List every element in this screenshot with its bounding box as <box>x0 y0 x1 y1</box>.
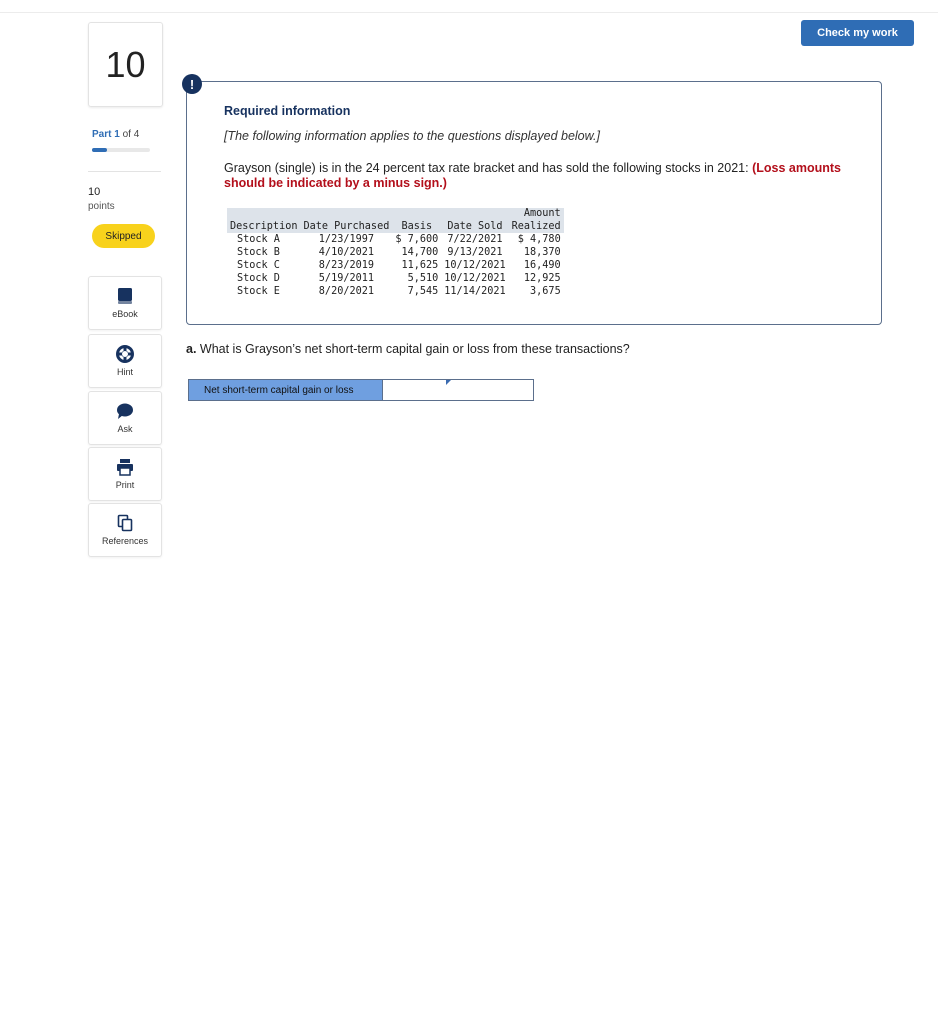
header-description: Description <box>227 208 300 233</box>
print-button[interactable] <box>88 447 162 501</box>
cell-description: Stock C <box>237 260 280 271</box>
cell-date-sold: 10/12/2021 <box>444 260 506 271</box>
part-progress-bar <box>92 148 150 152</box>
points-value: 10 <box>88 186 101 198</box>
header-realized: Realized <box>511 220 561 232</box>
table-row <box>227 285 564 298</box>
cell-basis: $ 7,600 <box>395 234 439 245</box>
required-info-main-text: Grayson (single) is in the 24 percent tax rate bracket and has sold the following stocks in 2021: <box>224 161 753 175</box>
part-progress-fill <box>92 148 107 152</box>
lifebuoy-icon <box>116 345 134 363</box>
ask-button[interactable] <box>88 391 162 445</box>
table-row <box>227 272 564 285</box>
cell-basis: 7,545 <box>407 286 439 297</box>
ask-label: Ask <box>117 424 133 434</box>
cell-date-purchased: 4/10/2021 <box>318 247 374 258</box>
part-indicator <box>92 129 139 140</box>
references-label: References <box>101 536 149 546</box>
alert-icon: ! <box>182 74 202 94</box>
question-number: 10 <box>105 43 146 85</box>
cell-description: Stock B <box>237 247 280 258</box>
book-icon <box>117 287 133 305</box>
cell-amount-realized: 3,675 <box>530 286 561 297</box>
cell-description: Stock E <box>237 286 280 297</box>
header-basis: Basis <box>392 208 441 233</box>
part-current: Part 1 <box>92 129 120 140</box>
cell-description: Stock D <box>237 273 280 284</box>
points-label: points <box>88 201 115 212</box>
cell-amount-realized: 18,370 <box>523 247 561 258</box>
cell-corner-marker <box>446 380 451 385</box>
header-amount: Amount <box>523 208 561 219</box>
cell-date-sold: 11/14/2021 <box>444 286 506 297</box>
answer-row <box>188 379 534 401</box>
table-row <box>227 259 564 272</box>
header-date-sold: Date Sold <box>441 208 508 233</box>
required-info-note: [The following information applies to the questions displayed below.] <box>224 129 600 143</box>
question-text <box>186 342 630 356</box>
printer-icon <box>116 458 134 476</box>
cell-date-purchased: 1/23/1997 <box>318 234 374 245</box>
table-header-row <box>227 208 564 233</box>
sidebar-divider <box>88 171 161 172</box>
references-button[interactable] <box>88 503 162 557</box>
loss-instruction: (Loss amounts should be indicated by a minus sign.) <box>224 161 841 190</box>
required-info-text <box>224 161 864 191</box>
print-label: Print <box>115 480 135 490</box>
check-my-work-button[interactable]: Check my work <box>801 20 914 46</box>
table-row <box>227 246 564 259</box>
cell-basis: 11,625 <box>401 260 439 271</box>
stock-sales-table <box>227 208 564 298</box>
cell-date-purchased: 5/19/2011 <box>318 273 374 284</box>
cell-amount-realized: 12,925 <box>523 273 561 284</box>
table-row <box>227 233 564 246</box>
ebook-button[interactable] <box>88 276 162 330</box>
hint-button[interactable] <box>88 334 162 388</box>
answer-label: Net short-term capital gain or loss <box>189 380 382 400</box>
top-divider <box>0 12 938 13</box>
header-date-purchased: Date Purchased <box>300 208 392 233</box>
cell-amount-realized: $ 4,780 <box>517 234 561 245</box>
required-info-title: Required information <box>224 104 351 118</box>
cell-date-sold: 9/13/2021 <box>447 247 503 258</box>
question-body: What is Grayson’s net short-term capital gain or loss from these transactions? <box>196 342 630 356</box>
copy-pages-icon <box>117 514 133 532</box>
status-badge: Skipped <box>92 224 155 248</box>
cell-basis: 5,510 <box>407 273 439 284</box>
cell-amount-realized: 16,490 <box>523 260 561 271</box>
cell-date-sold: 10/12/2021 <box>444 273 506 284</box>
cell-date-purchased: 8/20/2021 <box>318 286 374 297</box>
cell-date-purchased: 8/23/2019 <box>318 260 374 271</box>
cell-basis: 14,700 <box>401 247 439 258</box>
cell-date-sold: 7/22/2021 <box>447 234 503 245</box>
question-number-box <box>88 22 163 107</box>
hint-label: Hint <box>116 367 133 377</box>
part-total: of 4 <box>119 129 140 140</box>
net-short-term-gain-input[interactable] <box>382 380 533 400</box>
ebook-label: eBook <box>112 309 138 319</box>
cell-description: Stock A <box>237 234 280 245</box>
chat-bubble-icon <box>116 402 134 420</box>
question-prefix: a. <box>186 342 197 356</box>
required-information-panel <box>186 81 882 325</box>
header-amount-realized <box>509 208 564 233</box>
